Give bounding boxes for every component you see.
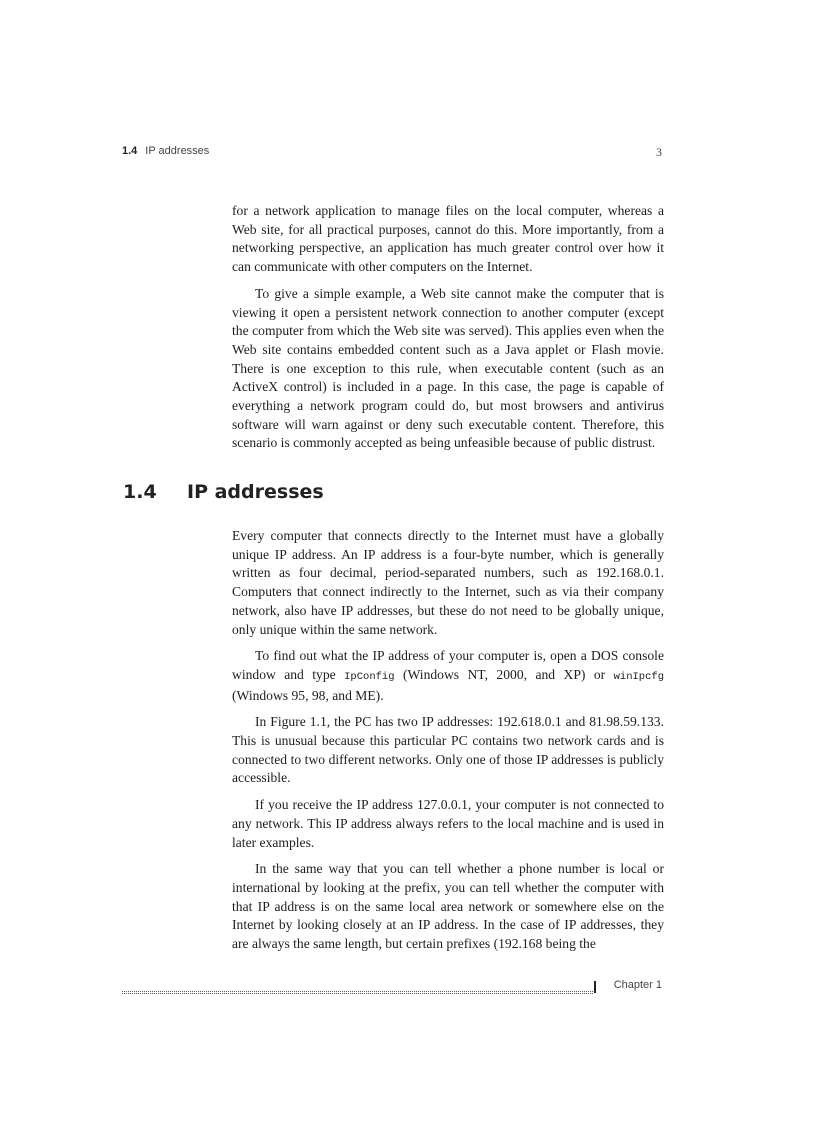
code-ipconfig: IpConfig bbox=[344, 670, 395, 683]
paragraph: In the same way that you can tell whether a phone number is local or international by looking at the prefix, you can tell whether the computer with that IP address is on the same local area network or somewhere else on the Internet by looking closely at an IP address. In the case of IP addresses, they are always the same length, but certain prefixes (192.168 being the bbox=[232, 861, 664, 952]
page-number: 3 bbox=[656, 145, 662, 159]
text-run: To find out what the IP address of your computer is, open a DOS console window and type bbox=[232, 648, 664, 682]
paragraph: In Figure 1.1, the PC has two IP addresses: 192.618.0.1 and 81.98.59.133. This is unusual because this particular PC contains two network cards and is connected to two different networks. Only one of those IP addresses is publicly accessible. bbox=[232, 714, 664, 786]
running-head-section-title: IP addresses bbox=[145, 145, 210, 157]
paragraph bbox=[232, 647, 664, 705]
section-heading-number: 1.4 bbox=[123, 481, 157, 503]
section-heading-title: IP addresses bbox=[187, 481, 324, 503]
text-run: (Windows NT, 2000, and XP) or bbox=[394, 666, 614, 682]
continued-text bbox=[232, 202, 664, 461]
code-winipcfg: winIpcfg bbox=[613, 670, 665, 683]
paragraph: for a network application to manage files on the local computer, whereas a Web site, for all practical purposes, cannot do this. More importantly, from a networking perspective, an application has much greater control over how it can communicate with other computers on the Internet. bbox=[232, 203, 664, 275]
footer-rule bbox=[122, 991, 593, 994]
section-body bbox=[232, 527, 664, 962]
chapter-label: Chapter 1 bbox=[613, 979, 662, 991]
running-head bbox=[122, 145, 664, 157]
running-head-section-number: 1.4 bbox=[122, 145, 138, 157]
paragraph: Every computer that connects directly to the Internet must have a globally unique IP address. An IP address is a four-byte number, which is generally written as four decimal, period-separated numbers, such as 192.168.0.1. Computers that connect indirectly to the Internet, such as via their company network, also have IP addresses, but these do not need to be globally unique, only unique within the same network. bbox=[232, 528, 664, 637]
paragraph: To give a simple example, a Web site cannot make the computer that is viewing it open a persistent network connection to another computer (except the computer from which the Web site was served). This applies even when the Web site contains embedded content such as a Java applet or Flash movie. There is one exception to this rule, when executable content (such as an ActiveX control) is included in a page. In this case, the page is capable of everything a network program could do, but most browsers and antivirus software will warn against or deny such executable content. Therefore, this scenario is commonly accepted as being unfeasible because of public distrust. bbox=[232, 285, 664, 451]
paragraph: If you receive the IP address 127.0.0.1, your computer is not connected to any network. This IP address always refers to the local machine and is used in later examples. bbox=[232, 797, 664, 850]
footer-tick bbox=[594, 981, 596, 993]
section-heading bbox=[123, 481, 324, 503]
text-run: (Windows 95, 98, and ME). bbox=[232, 687, 384, 703]
page-footer bbox=[122, 978, 664, 996]
